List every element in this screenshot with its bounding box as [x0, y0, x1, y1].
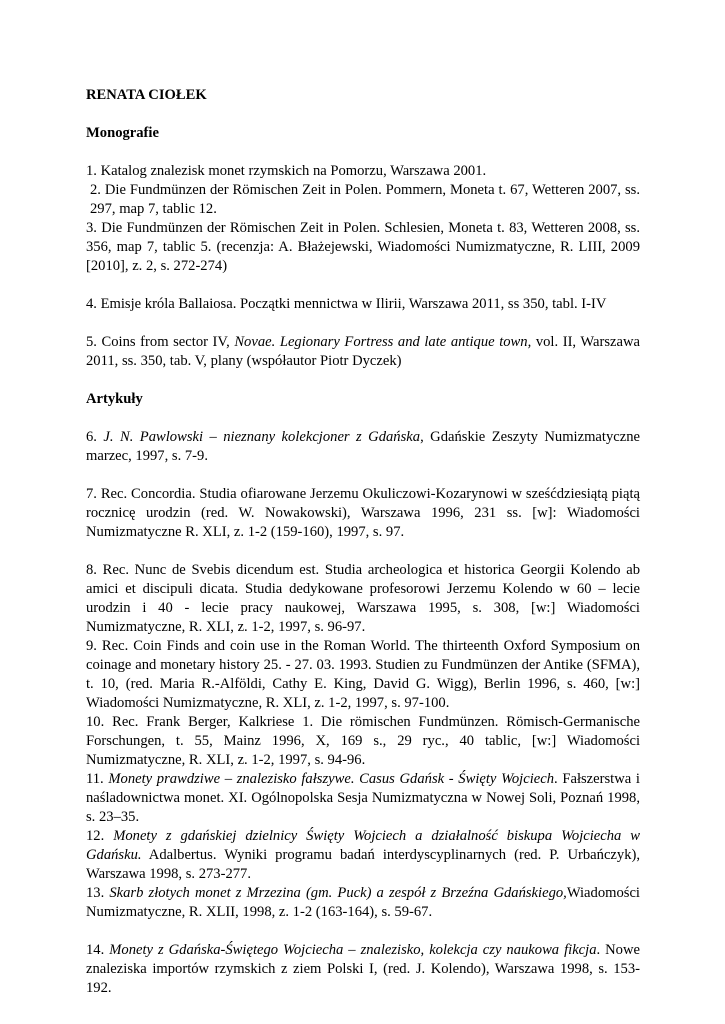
monograph-entry-3: 3. Die Fundmünzen der Römischen Zeit in Polen. Schlesien, Moneta t. 83, Wetteren 2008, ss. 356, map 7, tablic 5. (recenzja: A. Błażejewski, Wiadomości Numizmatyczne, R. LIII, 2009 [2010], z. 2, s. 272-274): [86, 220, 640, 274]
entry-title: Monety z gdańskiej dzielnicy Święty Wojciech a działalność biskupa Wojciecha w Gdańsku.: [86, 828, 641, 863]
monograph-entry-4: 4. Emisje króla Ballaiosa. Początki mennictwa w Ilirii, Warszawa 2011, ss 350, tabl. I-IV: [86, 296, 607, 312]
entry-text: 11.: [86, 771, 109, 787]
monograph-entry-2: 2. Die Fundmünzen der Römischen Zeit in Polen. Pommern, Moneta t. 67, Wetteren 2007, ss. 297, map 7, tablic 12.: [90, 182, 640, 217]
entry-title: Skarb złotych monet z Mrzezina (gm. Puck) a zespół z Brzeźna Gdańskiego,: [109, 885, 567, 901]
entry-title: J. N. Pawlowski – nieznany kolekcjoner z Gdańska: [103, 429, 421, 445]
section-title-monografie: Monografie: [86, 125, 159, 141]
entry-text: Wiadomości Numizmatyczne, R. XLII, 1998, z. 1-2 (163-164), s. 59-67.: [86, 885, 640, 920]
article-entry-10: 10. Rec. Frank Berger, Kalkriese 1. Die römischen Fundmünzen. Römisch-Germanische Forschungen, t. 55, Mainz 1996, X, 169 s., 29 ryc., 40 tablic, [w:] Wiadomości Numizmatyczne, R. XLI, z. 1-2, 1997, s. 94-96.: [86, 714, 640, 768]
author-name: RENATA CIOŁEK: [86, 87, 207, 103]
article-entry-13: [86, 884, 640, 922]
entry-text: 6.: [86, 429, 104, 445]
entry-title: Monety z Gdańska-Świętego Wojciecha – znalezisko, kolekcja czy naukowa fikcja: [109, 942, 597, 958]
article-entry-14: [86, 941, 640, 998]
article-entry-11: [86, 770, 640, 827]
document-page: [86, 86, 640, 998]
entry-text: 5. Coins from sector IV,: [86, 334, 235, 350]
entry-title: Novae. Legionary Fortress and late antique town,: [234, 334, 532, 350]
entry-text: vol. II, Warszawa 2011, ss. 350, tab. V, plany (współautor Piotr Dyczek): [86, 334, 640, 369]
entry-text: 12.: [86, 828, 114, 844]
entry-text: , Gdańskie Zeszyty Numizmatyczne marzec, 1997, s. 7-9.: [86, 429, 640, 464]
article-entry-7: 7. Rec. Concordia. Studia ofiarowane Jerzemu Okuliczowi-Kozarynowi w sześćdziesiątą piątą rocznicę urodzin (red. W. Nowakowski), Warszawa 1996, 231 ss. [w]: Wiadomości Numizmatyczne R. XLI, z. 1-2 (159-160), 1997, s. 97.: [86, 486, 640, 540]
monograph-entry-5: [86, 333, 640, 371]
article-entry-9: 9. Rec. Coin Finds and coin use in the Roman World. The thirteenth Oxford Symposium on coinage and monetary history 25. - 27. 03. 1993. Studien zu Fundmünzen der Antike (SFMA), t. 10, (red. Maria R.-Alföldi, Cathy E. King, David G. Wigg), Berlin 1996, s. 460, [w:] Wiadomości Numizmatyczne, R. XLI, z. 1-2, 1997, s. 97-100.: [86, 638, 640, 711]
entry-text: 13.: [86, 885, 110, 901]
article-entry-8: 8. Rec. Nunc de Svebis dicendum est. Studia archeologica et historica Georgii Kolendo ab amici et discipuli dicata. Studia dedykowane profesorowi Jerzemu Kolendo w 60 – lecie urodzin i 40 - lecie pracy naukowej, Warszawa 1995, s. 308, [w:] Wiadomości Numizmatyczne, R. XLI, z. 1-2, 1997, s. 96-97.: [86, 562, 640, 635]
entry-title: Monety prawdziwe – znalezisko fałszywe. Casus Gdańsk - Święty Wojciech: [108, 771, 555, 787]
article-entry-6: [86, 428, 640, 466]
entry-text: Adalbertus. Wyniki programu badań interdyscyplinarnych (red. P. Urbańczyk), Warszawa 1998, s. 273-277.: [86, 847, 640, 882]
monograph-entry-1: 1. Katalog znalezisk monet rzymskich na Pomorzu, Warszawa 2001.: [86, 163, 487, 179]
entry-text: . Fałszerstwa i naśladownictwa monet. XI. Ogólnopolska Sesja Numizmatyczna w Nowej Soli, Poznań 1998, s. 23–35.: [86, 771, 640, 825]
entry-text: 14.: [86, 942, 110, 958]
article-entry-12: [86, 827, 640, 884]
entry-text: . Nowe znaleziska importów rzymskich z ziem Polski I, (red. J. Kolendo), Warszawa 1998, s. 153-192.: [86, 942, 641, 996]
section-title-artykuly: Artykuły: [86, 391, 143, 407]
